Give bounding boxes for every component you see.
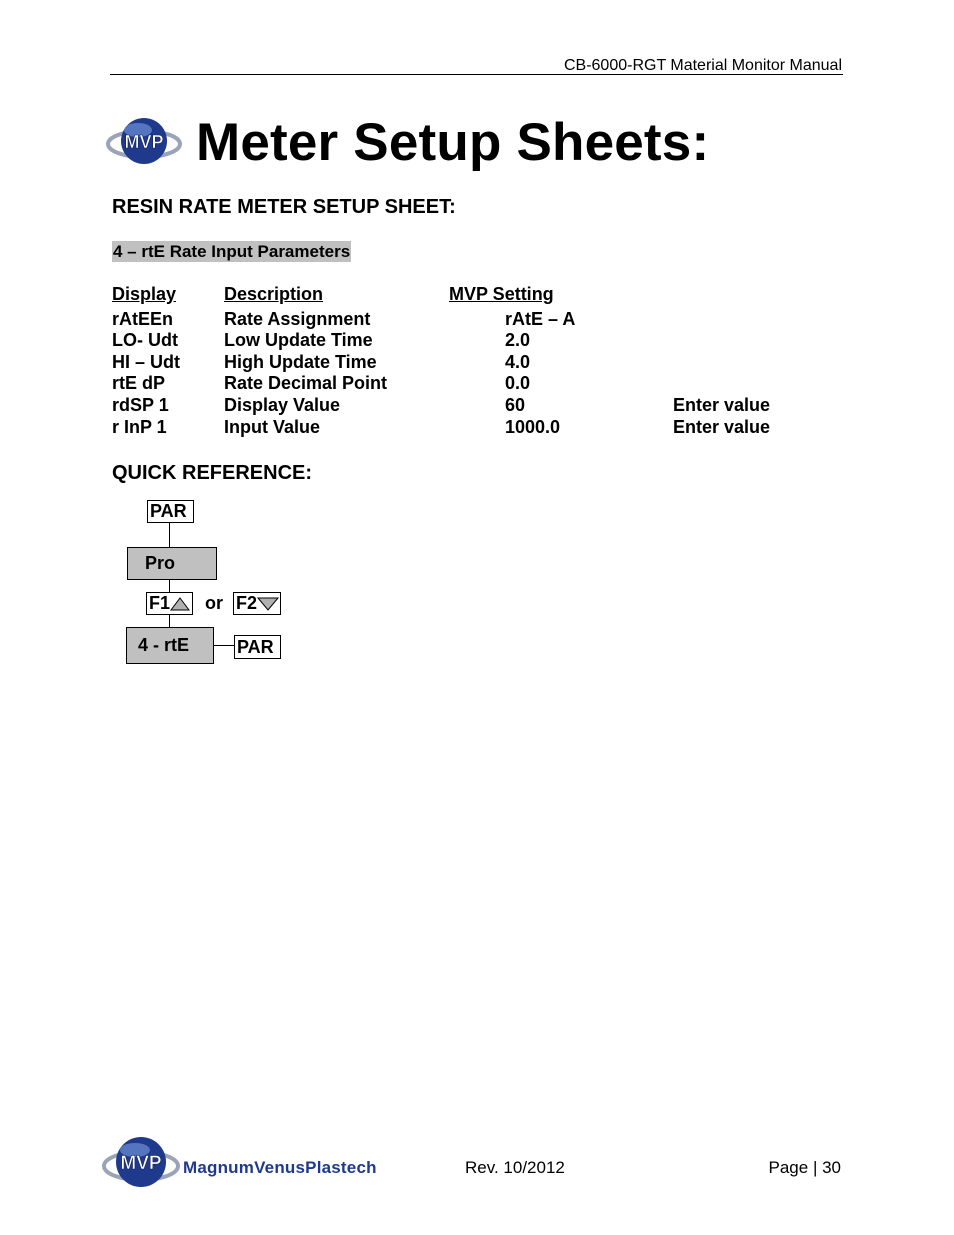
mvp-logo [106,114,182,170]
column-header-description: Description [224,284,324,304]
description-cell: Rate Decimal Point [224,373,388,394]
footer-logo-text: MVP [120,1153,162,1174]
f2-key [233,592,281,615]
description-cell: Rate Assignment [224,308,371,329]
or-label: or [205,593,223,613]
section-title: RESIN RATE METER SETUP SHEET: [112,196,456,218]
par-key-top: PAR [147,500,194,523]
setting-cell: rAtE – A [505,308,576,329]
note-cell: Enter value [673,416,771,437]
display-cell: r InP 1 [112,416,167,437]
par-key-right: PAR [234,635,281,659]
f1-key [146,592,193,615]
footer-revision: Rev. 10/2012 [465,1158,565,1177]
setting-cell: 60 [505,394,526,415]
header-divider [110,74,843,75]
page-title: Meter Setup Sheets: [196,113,710,172]
pro-menu-box: Pro [127,547,217,580]
note-cell: Enter value [673,394,771,415]
manual-title: CB-6000-RGT Material Monitor Manual [563,57,842,74]
connector-line [169,580,170,592]
description-cell: Low Update Time [224,330,373,351]
display-cell: rtE dP [112,373,166,394]
setting-cell: 4.0 [505,351,531,372]
setting-cell: 1000.0 [505,416,561,437]
footer-page-number: Page | 30 [768,1158,841,1177]
description-cell: Input Value [224,416,321,437]
display-cell: rdSP 1 [112,394,169,415]
description-cell: Display Value [224,394,341,415]
f2-label: F2 [236,593,258,613]
quick-reference-title: QUICK REFERENCE: [112,462,313,484]
subsection-tag: 4 – rtE Rate Input Parameters [113,242,351,261]
display-cell: HI – Udt [112,351,181,372]
connector-line [169,523,170,547]
footer-brand: MagnumVenusPlastech [183,1158,377,1177]
up-arrow-icon [170,597,190,611]
f1-label: F1 [149,593,171,613]
setting-cell: 0.0 [505,373,531,394]
setting-cell: 2.0 [505,330,531,351]
display-cell: LO- Udt [112,330,178,351]
connector-line [169,615,170,627]
column-header-display: Display [112,284,177,304]
down-arrow-icon [257,597,279,611]
column-header-setting: MVP Setting [449,284,554,304]
footer-mvp-logo [102,1133,180,1193]
connector-line [214,645,234,646]
rte-menu-box: 4 - rtE [126,627,214,664]
display-cell: rAtEEn [112,308,174,329]
description-cell: High Update Time [224,351,377,372]
mvp-logo-text: MVP [124,132,164,152]
